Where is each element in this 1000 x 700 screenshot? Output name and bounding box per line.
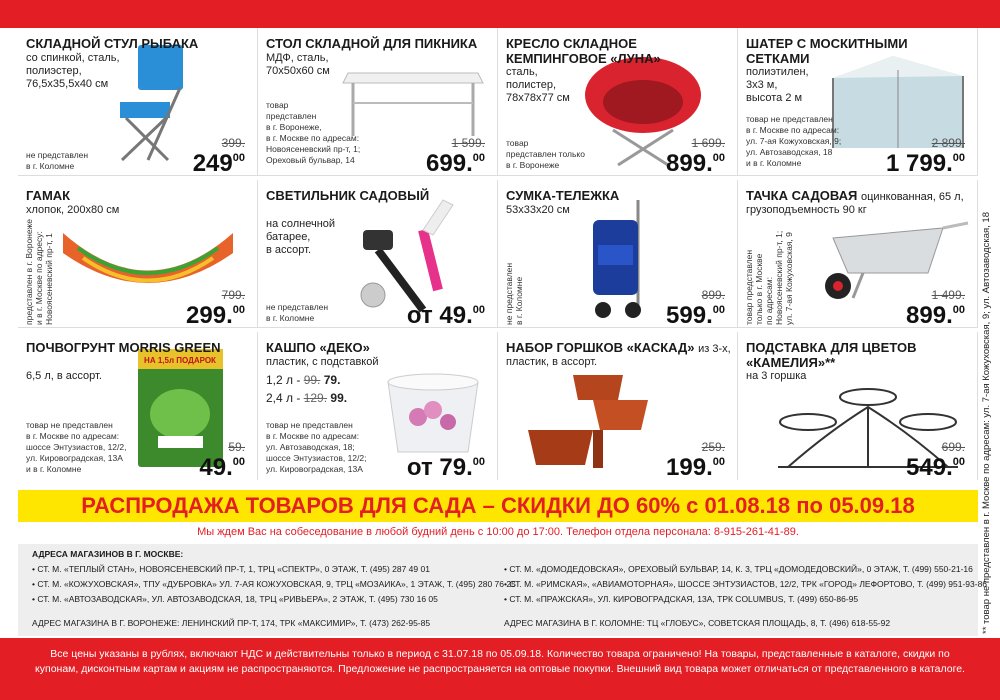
top-pattern-bar — [0, 0, 1000, 28]
sale-price: 1 799.00 — [886, 150, 965, 176]
sale-price: 699.00 — [426, 150, 485, 176]
old-price: 1 699. — [691, 136, 725, 150]
pot-option-small: 1,2 л - 99. 79. — [266, 373, 341, 387]
voronezh-address: АДРЕС МАГАЗИНА В Г. ВОРОНЕЖЕ: ЛЕНИНСКИЙ ПР-Т, 174, ТРК «МАКСИМИР», Т. (473) 262-95-85 — [32, 618, 431, 628]
product-desc: со спинкой, сталь, полиэстер, 76,5x35,5x40 см — [26, 52, 120, 90]
sale-price: 199.00 — [666, 454, 725, 480]
availability-note: товар не представлен в г. Москве по адресам: ул. Автозаводская, 18; шоссе Энтузиастов, 12/2; ул. Кировоградская, 13А — [266, 420, 367, 474]
address-line: • СТ. М. «ТЕПЛЫЙ СТАН», НОВОЯСЕНЕВСКИЙ ПР-Т, 1, ТРЦ «СПЕКТР», 0 ЭТАЖ, Т. (495) 287 49 01 — [32, 564, 430, 574]
product-title: КРЕСЛО СКЛАДНОЕ КЕМПИНГОВОЕ «ЛУНА» — [506, 36, 661, 66]
product-title: СТОЛ СКЛАДНОЙ ДЛЯ ПИКНИКА — [266, 36, 478, 51]
address-line: • СТ. М. «ПРАЖСКАЯ», УЛ. КИРОВОГРАДСКАЯ, 13А, ТРК COLUMBUS, Т. (499) 650-86-95 — [504, 594, 859, 604]
old-price: 2 899. — [931, 136, 965, 150]
sale-price: 899.00 — [906, 302, 965, 328]
product-title: КАШПО «ДЕКО» — [266, 340, 370, 355]
product-desc: пластик, в ассорт. — [506, 356, 598, 368]
availability-note: не представлен в г. Коломне — [266, 302, 329, 323]
availability-note: товар не представлен в г. Москве по адресам: ул. 7-ая Кожуховская, 9; ул. Автозаводская, 18 и в г. Коломне — [746, 114, 842, 168]
product-title: ГАМАК — [26, 188, 71, 203]
product-desc: 53x33x20 см — [506, 204, 570, 216]
availability-note: товар представлен в г. Воронеже, в г. Москве по адресам: Новоясеневский пр-т, 1; Ореховый бульвар, 14 — [266, 100, 361, 165]
moscow-addresses-right — [504, 562, 987, 607]
availability-note: представлен в г. Воронеже и в г. Москве по адресу: Новоясеневский пр-т, 1 — [24, 219, 54, 325]
address-line: • СТ. М. «АВТОЗАВОДСКАЯ», УЛ. АВТОЗАВОДСКАЯ, 18, ТРЦ «РИВЬЕРА», 2 ЭТАЖ, Т. (495) 730 16 05 — [32, 594, 438, 604]
sale-price: 299.00 — [186, 302, 245, 328]
product-title: СКЛАДНОЙ СТУЛ РЫБАКА — [26, 36, 199, 51]
availability-note: не представлен в г. Коломне — [26, 150, 89, 171]
product-flower-stand[interactable] — [738, 332, 978, 480]
product-desc: на 3 горшка — [746, 370, 807, 382]
cascade-pots-image — [523, 370, 663, 475]
footer-disclaimer: Все цены указаны в рублях, включают НДС и действительны только в период с 31.07.18 по 05.09.18. Количество товара ограничено! На товары, представленные в каталоге, скидки по купонам, дисконтным картам и акциям не распространяются. Предложение не распространяется на оптовые покупки. Внешний вид товара может отличаться от представленного в каталоге. — [0, 638, 1000, 700]
product-picnic-table[interactable] — [258, 28, 498, 176]
product-desc: 6,5 л, в ассорт. — [26, 370, 102, 382]
product-soil[interactable] — [18, 332, 258, 480]
old-price: 1 499. — [931, 288, 965, 302]
product-deco-pot[interactable] — [258, 332, 498, 480]
address-line: • СТ. М. «РИМСКАЯ», «АВИАМОТОРНАЯ», ШОССЕ ЭНТУЗИАСТОВ, 12/2, ТРК «ГОРОД» ЛЕФОРТОВО, Т. (499) 951-93-86 — [504, 579, 988, 589]
sale-price: от 79.00 — [406, 454, 485, 480]
product-cascade-pots[interactable] — [498, 332, 738, 480]
pot-option-large: 2,4 л - 129. 99. — [266, 391, 348, 405]
product-desc: пластик, с подставкой — [266, 356, 379, 368]
old-price: 899. — [701, 288, 725, 302]
product-garden-lamp[interactable] — [258, 180, 498, 328]
old-price: 1 599. — [451, 136, 485, 150]
sale-price: 599.00 — [666, 302, 725, 328]
availability-note: товар представлен только в г. Москве по адресам: Новоясеневский пр-т, 1; ул. 7-ая Кожуховская, 9 — [744, 230, 794, 325]
product-desc: полиэтилен, 3x3 м, высота 2 м — [746, 66, 809, 104]
availability-note: товар представлен только в г. Воронеже — [506, 138, 585, 170]
product-tent[interactable] — [738, 28, 978, 176]
product-title: ПОДСТАВКА ДЛЯ ЦВЕТОВ «КАМЕЛИЯ»** — [746, 340, 917, 370]
deco-pot-image — [378, 372, 488, 462]
product-moon-chair[interactable] — [498, 28, 738, 176]
old-price: 399. — [221, 136, 245, 150]
product-title: НАБОР ГОРШКОВ «КАСКАД» из 3-х, — [506, 340, 731, 355]
sale-price: 49.00 — [199, 454, 245, 480]
availability-note: товар не представлен в г. Москве по адресам: шоссе Энтузиастов, 12/2, ул. Кировоградская, 13А и в г. Коломне — [26, 420, 127, 474]
picnic-table-image — [338, 58, 488, 138]
sale-price: 899.00 — [666, 150, 725, 176]
old-price: 59. — [228, 440, 245, 454]
side-note: ** товар не представлен в г. Москве по адресам: ул. 7-ая Кожуховская, 9; ул. Автозаводская, 18 — [981, 212, 992, 634]
product-title: СУМКА-ТЕЛЕЖКА — [506, 188, 620, 203]
product-hammock[interactable] — [18, 180, 258, 328]
side-note-panel — [978, 28, 1000, 638]
folding-chair-image — [108, 40, 198, 165]
address-line: • СТ. М. «КОЖУХОВСКАЯ», ТПУ «ДУБРОВКА» УЛ. 7-АЯ КОЖУХОВСКАЯ, 9, ТРЦ «МОЗАИКА», 1 ЭТАЖ, Т. (495) 280 76 25 — [32, 579, 516, 589]
product-desc: сталь, полистер, 78x78x77 см — [506, 66, 570, 104]
product-title: СВЕТИЛЬНИК САДОВЫЙ — [266, 188, 430, 203]
hammock-image — [58, 218, 238, 308]
product-desc: хлопок, 200x80 см — [26, 204, 120, 216]
store-addresses — [18, 544, 988, 636]
address-line: • СТ. М. «ДОМОДЕДОВСКАЯ», ОРЕХОВЫЙ БУЛЬВАР, 14, К. 3, ТРЦ «ДОМОДЕДОВСКИЙ», 0 ЭТАЖ, Т. (499) 550-21-16 — [504, 564, 973, 574]
job-invite-text: Мы ждем Вас на собеседование в любой будний день с 10:00 до 17:00. Телефон отдела персонала: 8-915-261-41-89. — [197, 526, 799, 538]
sale-price: от 49.00 — [406, 302, 485, 328]
kolomna-address: АДРЕС МАГАЗИНА В Г. КОЛОМНЕ: ТЦ «ГЛОБУС», СОВЕТСКАЯ ПЛОЩАДЬ, 8, Т. (496) 618-55-92 — [504, 618, 891, 628]
old-price: 799. — [221, 288, 245, 302]
sale-price: $249^{00}$ — [192, 150, 245, 176]
product-title: ШАТЕР С МОСКИТНЫМИ СЕТКАМИ — [746, 36, 908, 66]
shopping-trolley-image — [578, 195, 668, 325]
product-title: ПОЧВОГРУНТ MORRIS GREEN — [26, 340, 221, 355]
moscow-addresses-left — [32, 562, 516, 607]
addresses-heading: АДРЕСА МАГАЗИНОВ В Г. МОСКВЕ: — [32, 549, 184, 559]
product-shopping-trolley[interactable] — [498, 180, 738, 328]
product-title: ТАЧКА САДОВАЯ оцинкованная, 65 л, — [746, 188, 964, 203]
product-folding-chair[interactable] — [18, 28, 258, 176]
soil-bag-label: НА 1,5л ПОДАРОК — [144, 356, 216, 365]
product-desc: МДФ, сталь, 70x50x60 см — [266, 52, 330, 77]
old-price: 699. — [941, 440, 965, 454]
product-desc: грузоподъемность 90 кг — [746, 204, 867, 216]
product-desc: на солнечной батарее, в ассорт. — [266, 218, 336, 256]
sale-price: 549.00 — [906, 454, 965, 480]
availability-note: не представлен в г. Коломне — [504, 262, 524, 325]
product-wheelbarrow[interactable] — [738, 180, 978, 328]
old-price: 259. — [701, 440, 725, 454]
sale-banner: РАСПРОДАЖА ТОВАРОВ ДЛЯ САДА – СКИДКИ ДО 60% с 01.08.18 по 05.09.18 — [18, 490, 978, 522]
product-grid — [18, 28, 978, 484]
